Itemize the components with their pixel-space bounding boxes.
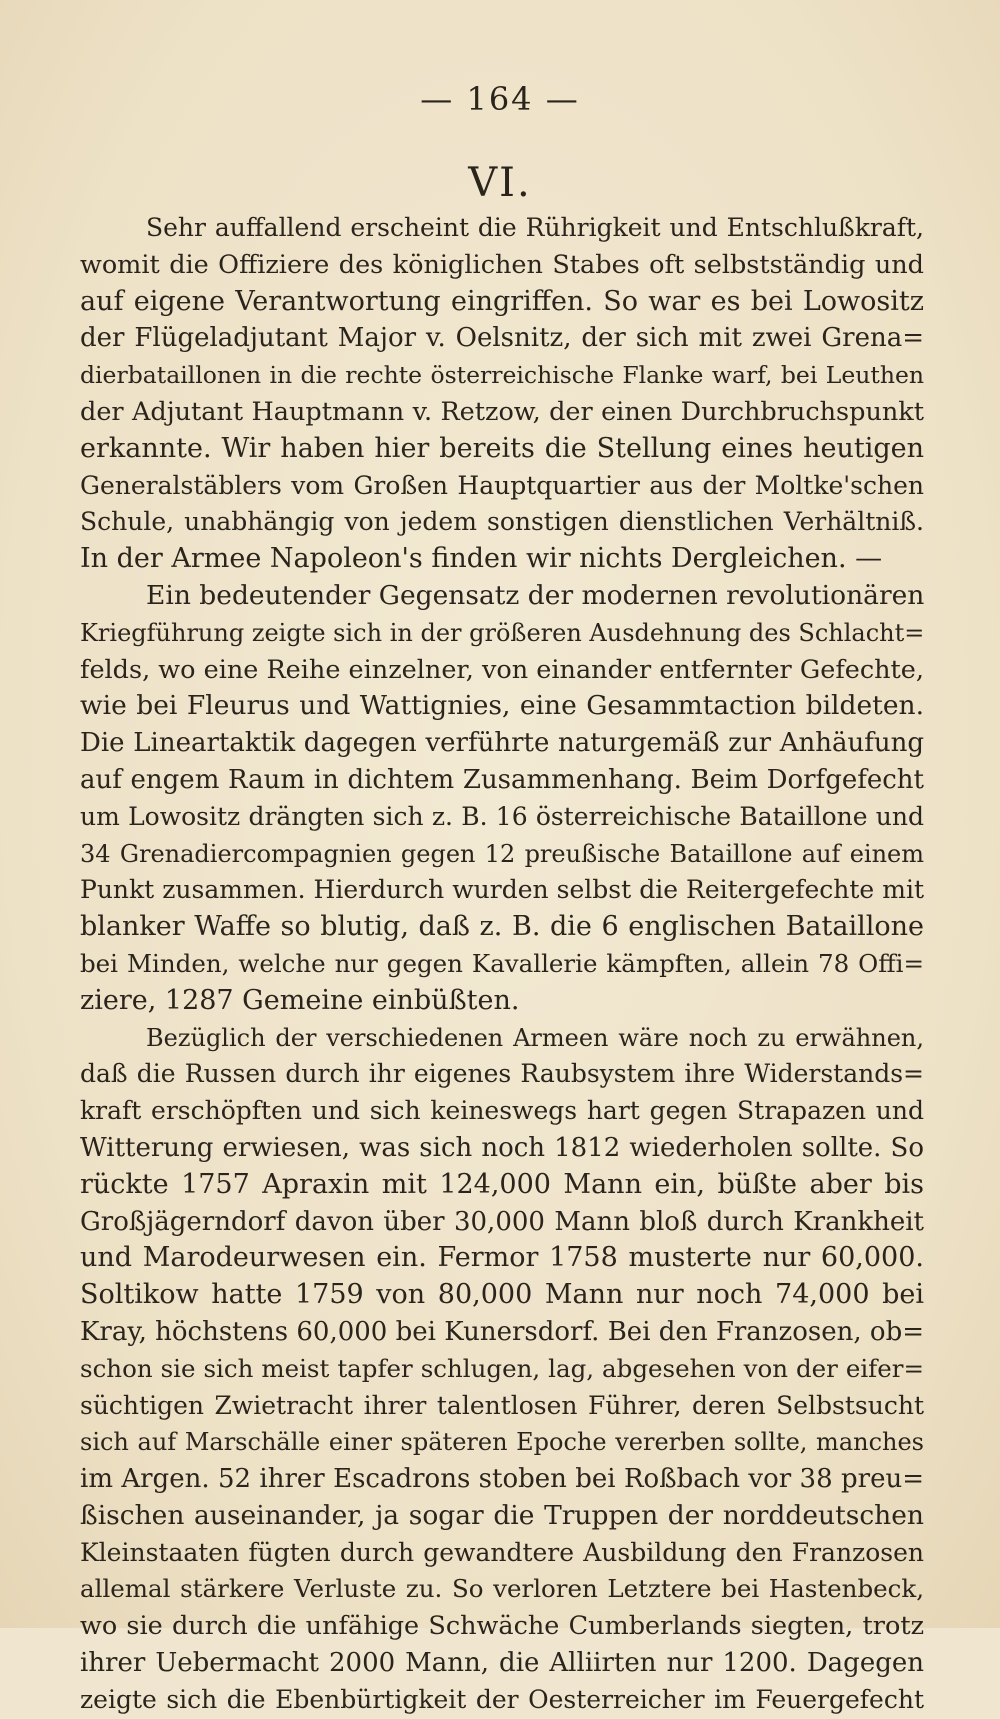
text-line: daß die Russen durch ihr eigenes Raubsystem ihre Widerstands=	[80, 1059, 924, 1089]
text-line: ßischen auseinander, ja sogar die Truppen der norddeutschen	[80, 1499, 924, 1531]
text-line: Sehr auffallend erscheint die Rührigkeit und Entschlußkraft,	[146, 213, 924, 242]
text-line: wo sie durch die unfähige Schwäche Cumberlands siegten, trotz	[80, 1611, 924, 1642]
text-line: auf engem Raum in dichtem Zusammenhang. Beim Dorfgefecht	[80, 764, 924, 795]
text-line: blanker Waffe so blutig, daß z. B. die 6 englischen Bataillone	[80, 911, 924, 943]
text-line: wie bei Fleurus und Wattignies, eine Gesammtaction bildeten.	[80, 690, 924, 722]
text-line: Kriegführung zeigte sich in der größeren Ausdehnung des Schlacht=	[80, 618, 925, 647]
text-line: schon sie sich meist tapfer schlugen, lag, abgesehen von der eifer=	[80, 1353, 924, 1383]
text-line: rückte 1757 Apraxin mit 124,000 Mann ein, büßte aber bis	[80, 1168, 924, 1200]
body-text	[80, 210, 924, 1719]
text-line: Bezüglich der verschiedenen Armeen wäre noch zu erwähnen,	[146, 1023, 924, 1052]
text-line: allemal stärkere Verluste zu. So verloren Letztere bei Hastenbeck,	[80, 1574, 924, 1604]
text-line: Ein bedeutender Gegensatz der modernen revolutionären	[146, 579, 925, 611]
text-line: kraft erschöpften und sich keineswegs hart gegen Strapazen und	[80, 1096, 924, 1126]
text-line: Die Lineartaktik dagegen verführte naturgemäß zur Anhäufung	[80, 728, 924, 759]
text-line: ihrer Uebermacht 2000 Mann, die Alliirten nur 1200. Dagegen	[80, 1648, 924, 1679]
text-line: Witterung erwiesen, was sich noch 1812 wiederholen sollte. So	[80, 1132, 924, 1163]
text-line: Generalstäblers vom Großen Hauptquartier aus der Moltke'schen	[80, 470, 924, 500]
page-number-header: — 164 —	[420, 80, 580, 118]
text-line: süchtigen Zwietracht ihrer talentlosen Führer, deren Selbstsucht	[80, 1390, 924, 1420]
text-line: der Flügeladjutant Major v. Oelsnitz, der sich mit zwei Grena=	[80, 323, 924, 354]
text-line: In der Armee Napoleon's finden wir nichts Dergleichen. —	[80, 543, 883, 575]
text-line: bei Minden, welche nur gegen Kavallerie kämpften, allein 78 Offi=	[80, 948, 924, 978]
text-line: erkannte. Wir haben hier bereits die Stellung eines heutigen	[80, 432, 924, 464]
text-line: um Lowositz drängten sich z. B. 16 österreichische Bataillone und	[80, 801, 924, 831]
text-line: Schule, unabhängig von jedem sonstigen dienstlichen Verhältniß.	[80, 507, 924, 537]
text-line: Großjägerndorf davon über 30,000 Mann bloß durch Krankheit	[80, 1206, 924, 1237]
text-line: Soltikow hatte 1759 von 80,000 Mann nur noch 74,000 bei	[80, 1279, 924, 1311]
text-line: sich auf Marschälle einer späteren Epoche vererben sollte, manches	[80, 1428, 924, 1457]
text-line: Kleinstaaten fügten durch gewandtere Ausbildung den Franzosen	[80, 1537, 924, 1567]
text-line: felds, wo eine Reihe einzelner, von einander entfernter Gefechte,	[80, 654, 924, 685]
text-line: und Marodeurwesen ein. Fermor 1758 musterte nur 60,000.	[80, 1242, 924, 1274]
text-line: Punkt zusammen. Hierdurch wurden selbst die Reitergefechte mit	[80, 875, 924, 905]
text-line: auf eigene Verantwortung eingriffen. So war es bei Lowositz	[80, 285, 924, 317]
chapter-heading: VI.	[468, 160, 532, 206]
text-line: der Adjutant Hauptmann v. Retzow, der einen Durchbruchspunkt	[80, 396, 924, 427]
text-line: im Argen. 52 ihrer Escadrons stoben bei Roßbach vor 38 preu=	[80, 1464, 924, 1495]
text-line: 34 Grenadiercompagnien gegen 12 preußische Bataillone auf einem	[80, 839, 924, 868]
text-line: zeigte sich die Ebenbürtigkeit der Oesterreicher im Feuergefecht	[80, 1684, 924, 1714]
text-line: Kray, höchstens 60,000 bei Kunersdorf. Bei den Franzosen, ob=	[80, 1316, 924, 1347]
text-line: womit die Offiziere des königlichen Stabes oft selbstständig und	[80, 249, 924, 280]
text-line: dierbataillonen in die rechte österreichische Flanke warf, bei Leuthen	[80, 361, 924, 390]
text-line: ziere, 1287 Gemeine einbüßten.	[80, 984, 520, 1016]
